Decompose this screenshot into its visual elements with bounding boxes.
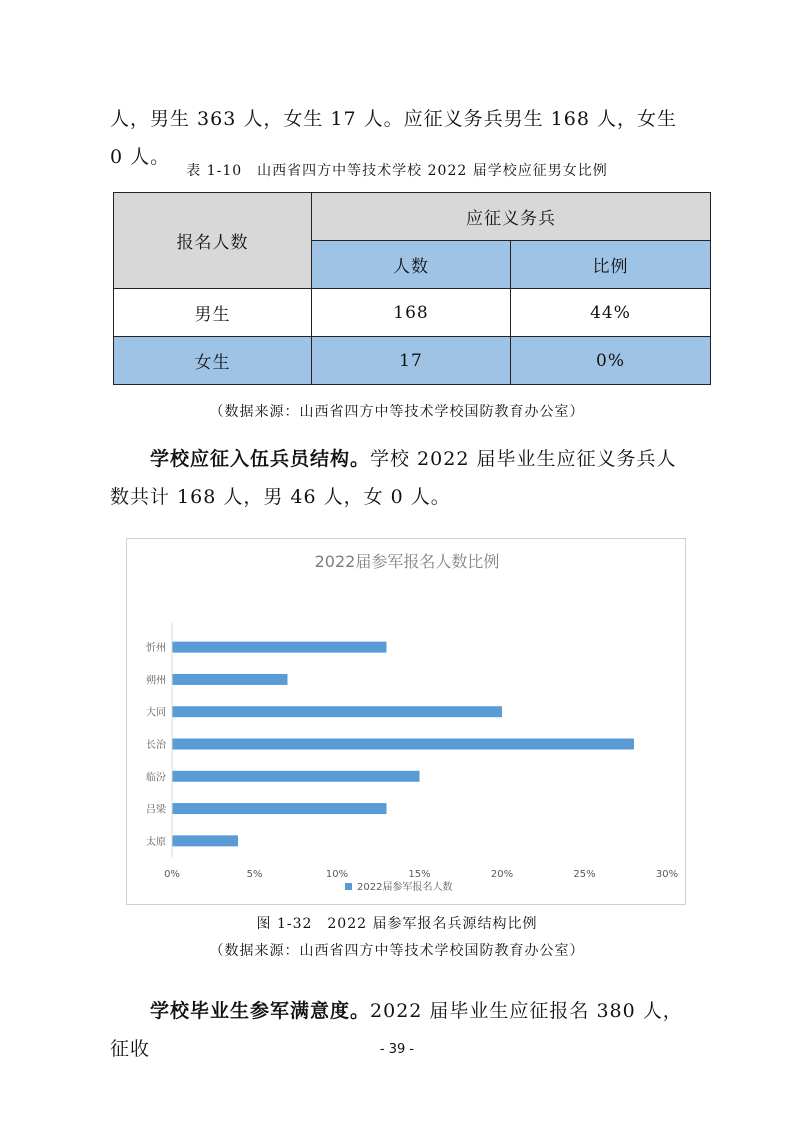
bar xyxy=(172,674,288,685)
y-tick-label: 临汾 xyxy=(146,772,166,784)
chart-canvas xyxy=(127,539,687,906)
bar xyxy=(172,771,420,782)
satisfaction-text: 2022 届毕业生应征报名 380 人，征收 xyxy=(110,1000,683,1060)
x-tick-label: 25% xyxy=(573,869,596,880)
header-count: 人数 xyxy=(312,241,511,289)
intro-line: 人，男生 363 人，女生 17 人。应征义务兵男生 168 人，女生 0 人。 xyxy=(110,108,677,168)
x-tick-label: 15% xyxy=(408,869,431,880)
x-tick-label: 5% xyxy=(246,869,263,880)
y-tick-label: 吕梁 xyxy=(146,804,166,816)
row-count: 168 xyxy=(312,289,511,337)
figure-caption: 图 1-32 2022 届参军报名兵源结构比例 xyxy=(256,916,538,932)
bar-chart xyxy=(126,538,686,905)
bar xyxy=(172,803,387,814)
header-group: 应征义务兵 xyxy=(312,193,711,241)
table-caption: 表 1-10 山西省四方中等技术学校 2022 届学校应征男女比例 xyxy=(186,163,608,179)
x-tick-label: 0% xyxy=(164,869,180,880)
legend-label: 2022届参军报名人数 xyxy=(357,882,453,893)
legend-swatch xyxy=(345,883,352,890)
bar xyxy=(172,642,387,653)
page-number: - 39 - xyxy=(379,1042,415,1057)
structure-heading: 学校应征入伍兵员结构。 xyxy=(150,448,371,470)
x-tick-label: 10% xyxy=(325,869,349,880)
row-ratio: 44% xyxy=(511,289,711,337)
y-tick-label: 大同 xyxy=(146,707,166,719)
x-tick-label: 30% xyxy=(655,869,679,880)
row-label: 女生 xyxy=(114,337,312,385)
bar xyxy=(172,835,238,846)
y-tick-label: 忻州 xyxy=(146,643,166,655)
row-label: 男生 xyxy=(114,289,312,337)
satisfaction-heading: 学校毕业生参军满意度。 xyxy=(150,1000,371,1022)
structure-text: 学校 2022 届毕业生应征义务兵人数共计 168 人，男 46 人，女 0 人。 xyxy=(110,448,677,508)
structure-paragraph xyxy=(110,440,690,516)
row-ratio: 0% xyxy=(511,337,711,385)
header-registered: 报名人数 xyxy=(114,193,312,289)
chart-title: 2022届参军报名人数比例 xyxy=(314,552,500,571)
y-tick-label: 太原 xyxy=(146,836,166,848)
y-tick-label: 朔州 xyxy=(146,675,166,687)
x-tick-label: 20% xyxy=(490,869,514,880)
bar xyxy=(172,706,502,717)
header-ratio: 比例 xyxy=(511,241,711,289)
table-row xyxy=(114,337,711,385)
figure-source: （数据来源：山西省四方中等技术学校国防教育办公室） xyxy=(209,943,585,959)
table-row xyxy=(114,289,711,337)
y-tick-label: 长治 xyxy=(146,740,166,751)
conscription-table xyxy=(113,192,711,385)
table-source: （数据来源：山西省四方中等技术学校国防教育办公室） xyxy=(209,404,585,420)
row-count: 17 xyxy=(312,337,511,385)
bar xyxy=(172,739,634,750)
